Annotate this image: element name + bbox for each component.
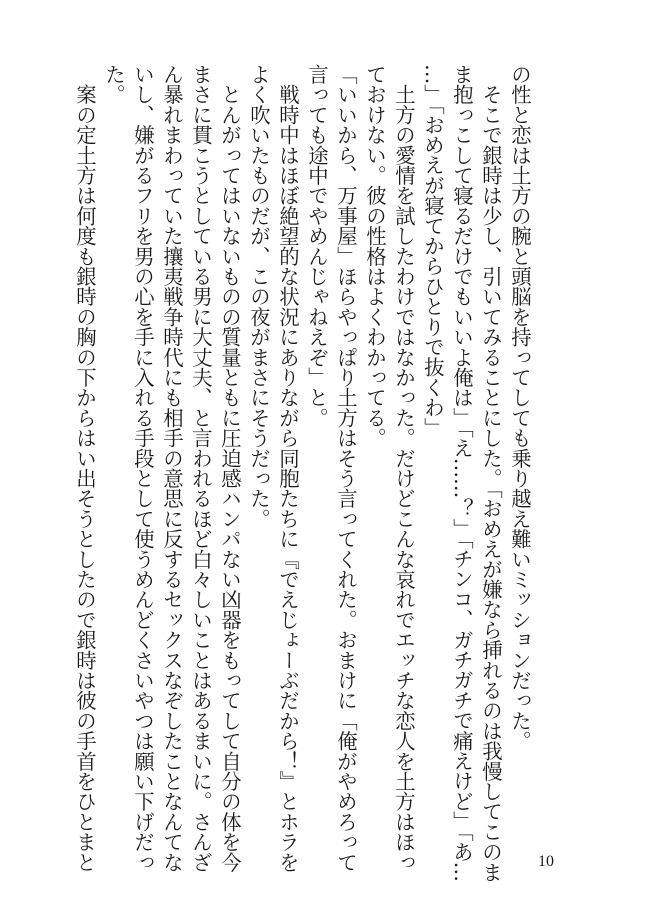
text-line: 案の定土方は何度も銀時の胸の下からはい出そうとしたので銀時は彼の手首をひとまと [73, 64, 97, 872]
text-line: まさに貫こうとしている男に大丈夫、と言われるほど白々しいことはあるまいに。さんざ [189, 64, 213, 872]
text-line: とんがってはいないものの質量ともに圧迫感ハンパない凶器をもってして自分の体を今 [218, 64, 242, 872]
text-line: た。 [102, 64, 126, 105]
vertical-text-body [73, 64, 534, 882]
text-line: 言っても途中でやめんじゃねえぞ」と。 [305, 64, 329, 428]
page-number: 10 [538, 853, 554, 870]
text-line: そこで銀時は少し、引いてみることにした。「おめえが嫌なら挿れるのは我慢してこのま [479, 64, 503, 882]
text-line: 土方の愛情を試したわけではなかった。だけどこんな哀れでエッチな恋人を土方はほっ [392, 64, 416, 872]
text-line: ん暴れまわっていた攘夷戦争時代にも相手の意思に反するセックスなぞしたことなんてな [160, 64, 184, 872]
text-line: …」「おめえが寝てからひとりで抜くわ」 [421, 64, 445, 438]
text-line: よく吹いたものだが、この夜がまさにそうだった。 [247, 64, 271, 529]
text-line: 「いいから、万事屋」ほらやっぱり土方はそう言ってくれた。おまけに「俺がやめろって [334, 64, 358, 872]
text-line: の性と恋は土方の腕と頭脳を持ってしても乗り越え難いミッションだった。 [508, 64, 532, 751]
text-line: いし、嫌がるフリを男の心を手に入れる手段として使うめんどくさいやつは願い下げだっ [131, 64, 155, 872]
text-line: ま抱っこして寝るだけでもいいよ俺は」「え……？」「チンコ、ガチガチで痛えけど」「あ… [450, 64, 474, 882]
text-line: ておけない。彼の性格はよくわかってる。 [363, 64, 387, 448]
text-line: 戦時中はほぼ絶望的な状況にありながら同胞たちに『でえじょーぶだから！』とホラを [276, 64, 300, 872]
